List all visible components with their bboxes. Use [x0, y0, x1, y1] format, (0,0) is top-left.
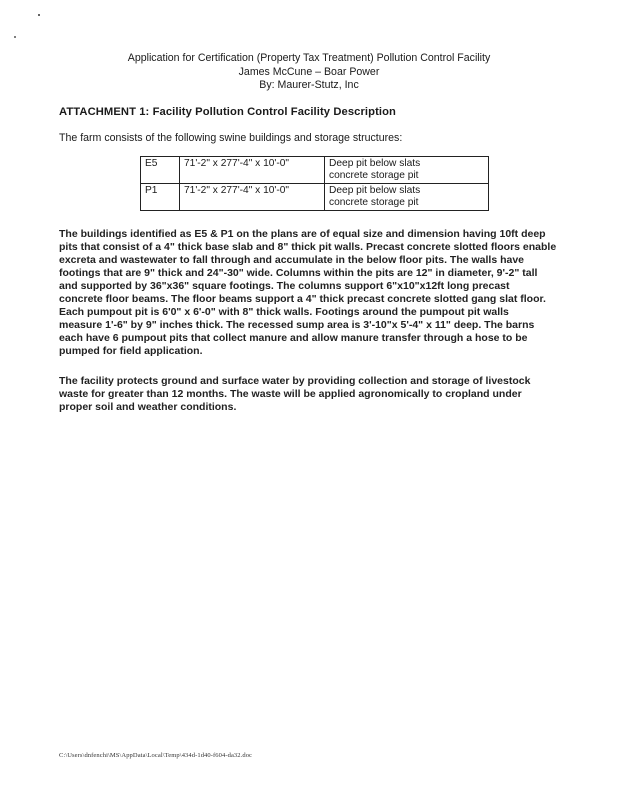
paragraph-line: The facility protects ground and surface water by providing collection and storage of livestock	[59, 375, 531, 387]
description-paragraph	[59, 228, 569, 358]
scan-speck	[38, 14, 40, 16]
protection-paragraph	[59, 375, 569, 414]
description-line: concrete storage pit	[329, 197, 419, 208]
paragraph-line: proper soil and weather conditions.	[59, 401, 237, 413]
dimensions-cell: 71'-2" x 277'-4" x 10'-0"	[180, 157, 325, 184]
paragraph-line: and supported by 36"x36" square footings. The columns support 6"x10"x12ft long precast	[59, 280, 510, 292]
header-author: By: Maurer-Stutz, Inc	[259, 79, 359, 91]
paragraph-line: waste for greater than 12 months. The waste will be applied agronomically to cropland under	[59, 388, 522, 400]
building-id-cell: P1	[141, 184, 180, 211]
paragraph-line: excreta and wastewater to fall through and accumulate in the below floor pits. The walls have	[59, 254, 525, 266]
file-path-footer: C:\Users\dnfenchi\MS\AppData\Local\Temp\434d-1d40-f604-da32.doc	[59, 752, 253, 759]
paragraph-line: Each pumpout pit is 6'0" x 6'-0" with 8" thick walls. Footings around the pumpout pit walls	[59, 306, 509, 318]
header-title: Application for Certification (Property Tax Treatment) Pollution Control Facility	[127, 52, 491, 64]
document-header	[0, 52, 618, 93]
table-row	[141, 157, 489, 184]
building-id-cell: E5	[141, 157, 180, 184]
attachment-heading: ATTACHMENT 1: Facility Pollution Control Facility Description	[59, 106, 396, 118]
description-line: concrete storage pit	[329, 170, 419, 181]
description-cell	[325, 184, 489, 211]
paragraph-line: concrete floor beams. The floor beams support a 4" thick precast concrete slotted gang slat floor.	[59, 293, 546, 305]
description-cell	[325, 157, 489, 184]
dimensions-cell: 71'-2" x 277'-4" x 10'-0"	[180, 184, 325, 211]
table-row	[141, 184, 489, 211]
paragraph-line: pumped for field application.	[59, 345, 203, 357]
description-line: Deep pit below slats	[329, 185, 421, 196]
description-line: Deep pit below slats	[329, 158, 421, 169]
header-applicant: James McCune – Boar Power	[238, 65, 380, 78]
paragraph-line: footings that are 9" thick and 24"-30" wide. Columns within the pits are 12" in diameter, 9'-2" tall	[59, 267, 538, 279]
paragraph-line: each have 6 pumpout pits that collect manure and allow manure transfer through a hose to be	[59, 332, 528, 344]
paragraph-line: pits that consist of a 4" thick base slab and 8" thick pit walls. Precast concrete slotted floors enable	[59, 241, 557, 253]
paragraph-line: The buildings identified as E5 & P1 on the plans are of equal size and dimension having 10ft deep	[59, 228, 546, 240]
intro-text: The farm consists of the following swine buildings and storage structures:	[59, 132, 403, 144]
scan-speck	[14, 36, 16, 38]
structures-table	[140, 156, 489, 211]
paragraph-line: measure 1'-6" by 9" inches thick. The recessed sump area is 3'-10"x 5'-4" x 11" deep. The barns	[59, 319, 535, 331]
